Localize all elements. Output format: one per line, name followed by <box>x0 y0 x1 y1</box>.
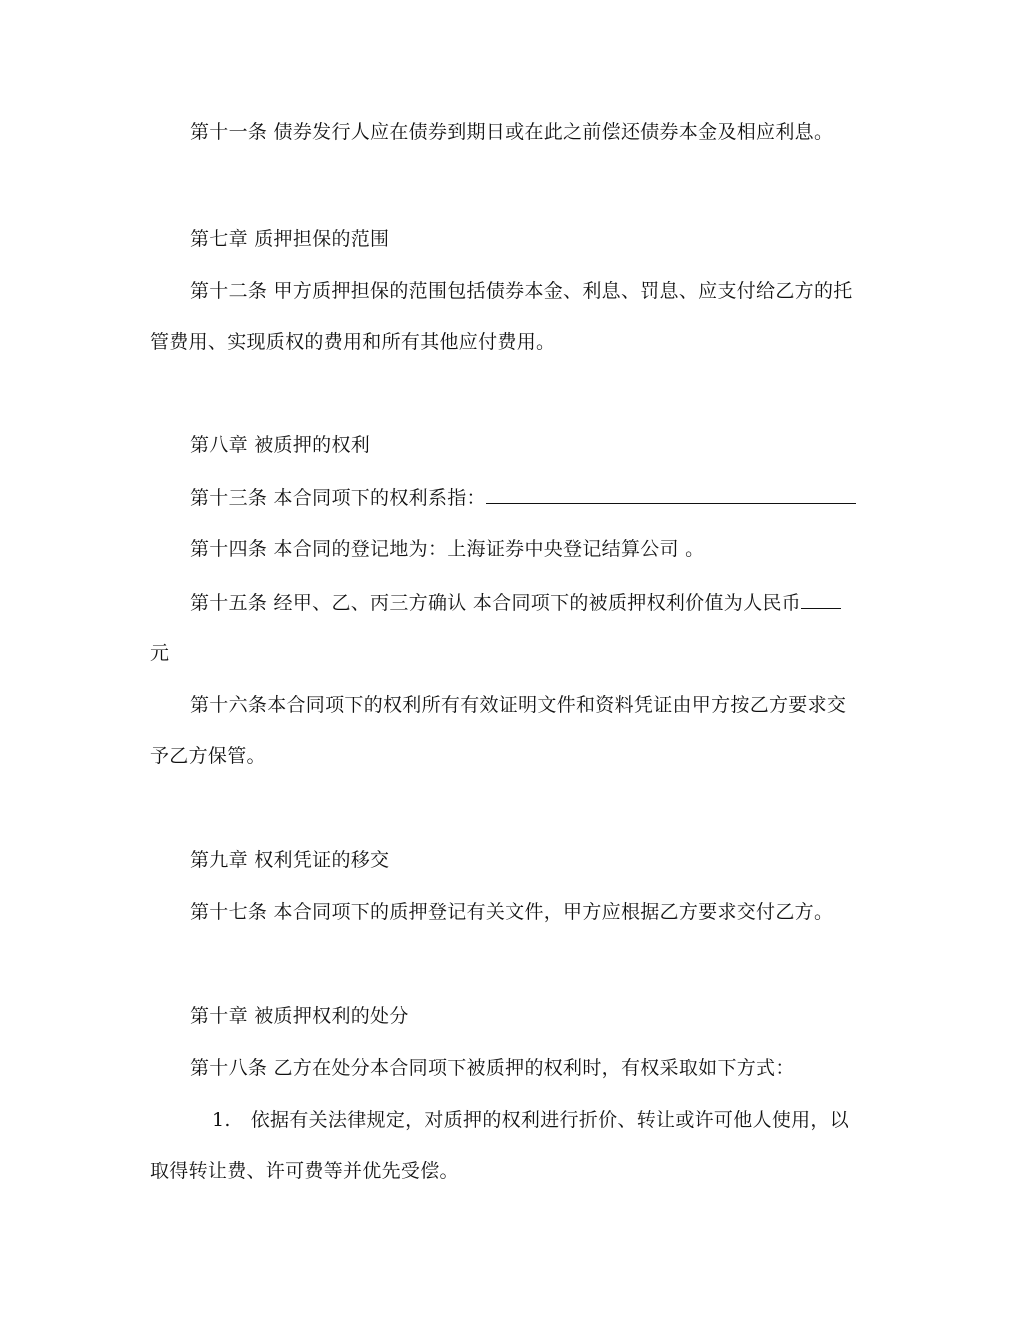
article-13-text: 第十三条 本合同项下的权利系指： <box>190 487 486 509</box>
chapter-8-heading: 第八章 被质押的权利 <box>190 434 371 456</box>
article-12-line-1: 第十二条 甲方质押担保的范围包括债券本金、利息、罚息、应支付给乙方的托 <box>190 280 853 302</box>
chapter-9-heading: 第九章 权利凭证的移交 <box>190 849 390 871</box>
chapter-10-heading: 第十章 被质押权利的处分 <box>190 1005 409 1027</box>
article-15-text: 第十五条 经甲、乙、丙三方确认 本合同项下的被质押权利价值为人民币 <box>190 592 801 614</box>
article-15-line-1 <box>190 590 875 615</box>
chapter-7-heading: 第七章 质押担保的范围 <box>190 228 390 250</box>
article-16-line-1: 第十六条本合同项下的权利所有有效证明文件和资料凭证由甲方按乙方要求交 <box>190 694 847 716</box>
article-16-line-2: 予乙方保管。 <box>150 745 266 767</box>
article-12-line-2: 管费用、实现质权的费用和所有其他应付费用。 <box>150 331 556 353</box>
article-13-blank <box>486 485 856 504</box>
item-1-text: 依据有关法律规定，对质押的权利进行折价、转让或许可他人使用，以 <box>250 1109 850 1131</box>
item-1-number: 1. <box>212 1109 231 1131</box>
article-14: 第十四条 本合同的登记地为：上海证券中央登记结算公司 。 <box>190 538 705 560</box>
article-15-line-2: 元 <box>150 642 170 664</box>
article-17: 第十七条 本合同项下的质押登记有关文件，甲方应根据乙方要求交付乙方。 <box>190 901 834 923</box>
article-18: 第十八条 乙方在处分本合同项下被质押的权利时，有权采取如下方式： <box>190 1057 795 1079</box>
article-15-blank <box>801 590 841 609</box>
item-1-line-1 <box>212 1108 875 1132</box>
item-1-line-2: 取得转让费、许可费等并优先受偿。 <box>150 1160 459 1182</box>
article-13 <box>190 485 875 510</box>
article-11: 第十一条 债券发行人应在债券到期日或在此之前偿还债券本金及相应利息。 <box>190 121 834 143</box>
